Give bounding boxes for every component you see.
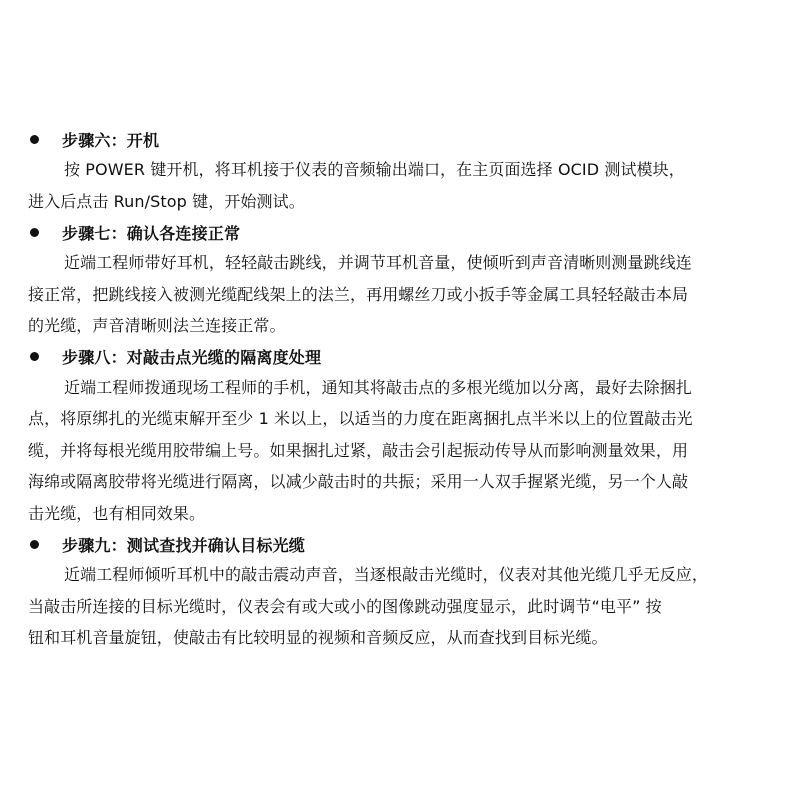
paragraph-line: 点，将原绑扎的光缆束解开至少 1 米以上，以适当的力度在距离捆扎点半米以上的位置敲击光 [28, 409, 693, 428]
bullet-icon [30, 228, 39, 237]
step-heading [28, 124, 780, 154]
paragraph-line: 海绵或隔离胶带将光缆进行隔离，以减少敲击时的共振；采用一人双手握紧光缆，另一个人敲 [28, 472, 689, 491]
paragraph-line: 近端工程师拨通现场工程师的手机，通知其将敲击点的多根光缆加以分离，最好去除捆扎 [64, 377, 692, 397]
paragraph-line: 击光缆，也有相同效果。 [28, 503, 206, 523]
paragraph-line: 接正常，把跳线接入被测光缆配线架上的法兰，再用螺丝刀或小扳手等金属工具轻轻敲击本局 [28, 284, 689, 304]
paragraph-line: 缆，并将每根光缆用胶带编上号。如果捆扎过紧，敲击会引起振动传导从而影响测量效果，用 [28, 440, 689, 460]
step-paragraph [28, 154, 780, 217]
step-heading [28, 342, 780, 372]
step-title: 步骤六：开机 [62, 130, 160, 150]
paragraph-line: 当敲击所连接的目标光缆时，仪表会有或大或小的图像跳动强度显示，此时调节“电平” 按 [28, 596, 662, 616]
step-title: 步骤九：测试查找并确认目标光缆 [62, 535, 306, 555]
bullet-icon [30, 135, 39, 144]
paragraph-line: 近端工程师带好耳机，轻轻敲击跳线，并调节耳机音量，使倾听到声音清晰则测量跳线连 [64, 253, 692, 272]
paragraph-line: 的光缆，声音清晰则法兰连接正常。 [28, 316, 286, 335]
step-title: 步骤八：对敲击点光缆的隔离度处理 [62, 348, 322, 367]
bullet-icon [30, 540, 39, 549]
document-body [28, 124, 780, 654]
bullet-icon [30, 352, 39, 361]
paragraph-line: 近端工程师倾听耳机中的敲击震动声音，当逐根敲击光缆时，仪表对其他光缆几乎无反应， [64, 565, 709, 584]
paragraph-line: 按 POWER 键开机，将耳机接于仪表的音频输出端口，在主页面选择 OCID 测试模块， [64, 160, 685, 179]
step-six [28, 124, 780, 217]
step-paragraph [28, 372, 780, 530]
step-seven [28, 217, 780, 342]
step-title: 步骤七：确认各连接正常 [62, 223, 241, 243]
step-heading [28, 529, 780, 559]
paragraph-line: 钮和耳机音量旋钮，使敲击有比较明显的视频和音频反应，从而查找到目标光缆。 [28, 628, 608, 647]
step-paragraph [28, 559, 780, 654]
step-paragraph [28, 247, 780, 342]
step-heading [28, 217, 780, 247]
step-nine [28, 529, 780, 654]
step-eight [28, 342, 780, 530]
paragraph-line: 进入后点击 Run/Stop 键，开始测试。 [28, 191, 305, 211]
